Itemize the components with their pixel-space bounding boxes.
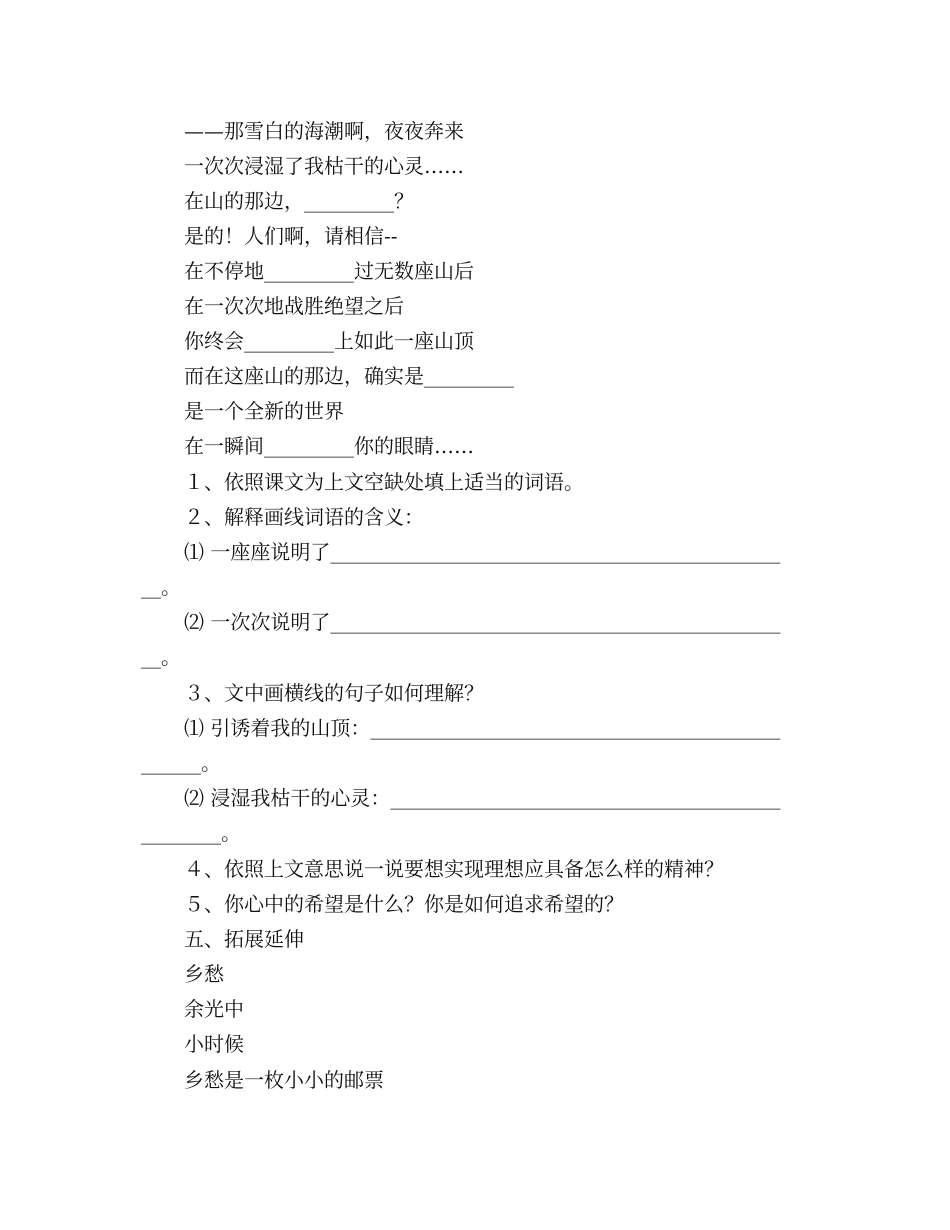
question-2: ２、解释画线词语的含义： — [184, 505, 424, 529]
question-4: ４、依照上文意思说一说要想实现理想应具备怎么样的精神？ — [184, 857, 724, 881]
question-2-1: ⑴ 一座座说明了_____________________________________________ — [184, 540, 781, 564]
question-2-1-end: __。 — [141, 575, 181, 599]
poem-line-6: 在一次次地战胜绝望之后 — [184, 294, 404, 318]
question-3: ３、文中画横线的句子如何理解？ — [184, 681, 484, 705]
question-3-1: ⑴ 引诱着我的山顶：_________________________________________ — [184, 716, 781, 740]
poem-line-3: 在山的那边，_________？ — [184, 189, 414, 213]
poem-line-9: 是一个全新的世界 — [184, 399, 344, 423]
poem-line-2: 一次次浸湿了我枯干的心灵…… — [184, 154, 464, 178]
question-2-2-end: __。 — [141, 645, 181, 669]
poem-line-4: 是的！人们啊，请相信-- — [184, 224, 398, 248]
poem-title: 乡愁 — [184, 962, 224, 986]
question-1: １、依照课文为上文空缺处填上适当的词语。 — [184, 470, 584, 494]
poem-line: 乡愁是一枚小小的邮票 — [184, 1068, 384, 1092]
poem-line: 小时候 — [184, 1032, 244, 1056]
question-2-2: ⑵ 一次次说明了_____________________________________________ — [184, 610, 781, 634]
poem-line-7: 你终会_________上如此一座山顶 — [184, 329, 474, 353]
poem-line-10: 在一瞬间_________你的眼睛…… — [184, 434, 474, 458]
poem-line-8: 而在这座山的那边，确实是_________ — [184, 364, 514, 388]
question-5: ５、你心中的希望是什么？你是如何追求希望的？ — [184, 892, 624, 916]
poem-author: 余光中 — [184, 997, 244, 1021]
question-3-1-end: ______。 — [141, 751, 221, 775]
section-heading: 五、拓展延伸 — [184, 927, 304, 951]
question-3-2-end: ________。 — [141, 821, 241, 845]
question-3-2: ⑵ 浸湿我枯干的心灵：_______________________________________ — [184, 786, 781, 810]
poem-line-1: ——那雪白的海潮啊，夜夜奔来 — [184, 119, 464, 143]
poem-line-5: 在不停地_________过无数座山后 — [184, 259, 474, 283]
